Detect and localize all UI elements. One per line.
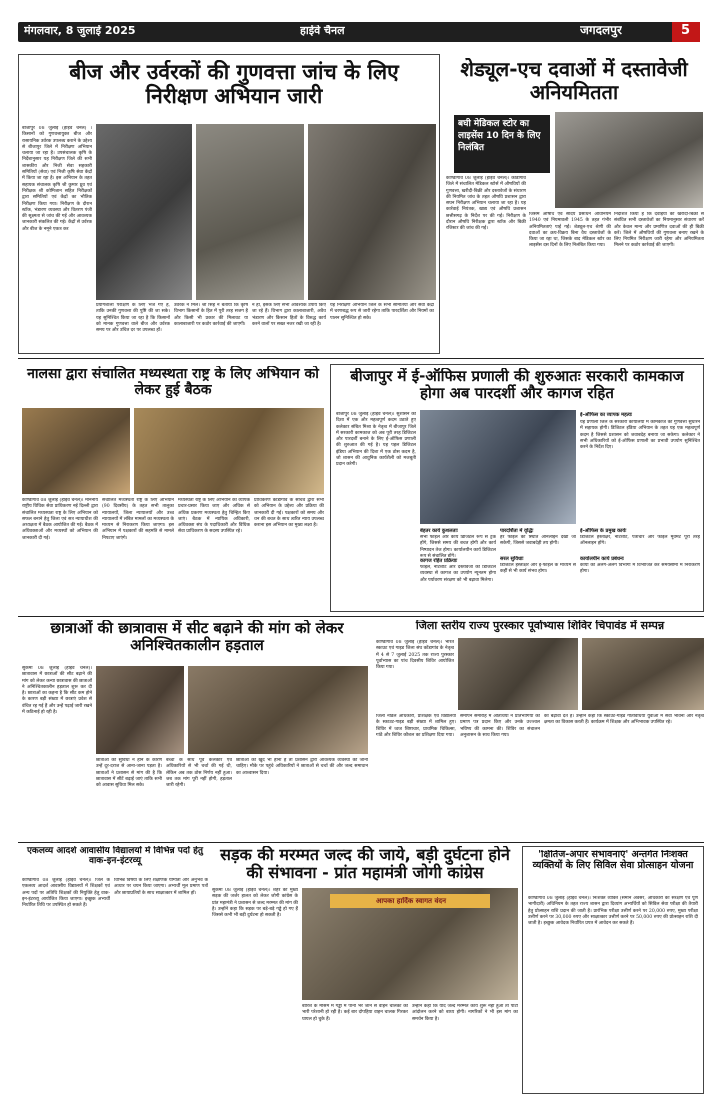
headline-seed-inspection: बीज और उर्वरकों की गुणवत्ता जांच के लिए निरीक्षण अभियान जारी — [69, 60, 399, 109]
photo-hostel-students-1 — [96, 666, 184, 754]
rule-row1 — [18, 358, 704, 359]
article-scout-col1: कोण्डागांव 08 जुलाई (हाईवे चैनल)। भारत स्काउट एवं गाइड जिला संघ कोंडागांव के नेतृत्व में 4 से 7 जुलाई 2025 तक राज्य पुरस्कार पूर्वाभ्यास का पांच दिवसीय शिविर आयोजित किया गया। — [376, 640, 454, 671]
photo-scout-camp-1 — [458, 638, 578, 710]
edition-name: जगदलपुर — [580, 24, 622, 37]
photo-nalsa-meeting-2 — [134, 408, 324, 494]
subhead-transparency: पारदर्शिता में वृद्धिः — [500, 528, 534, 534]
article-hostel-col3: बच्चों के साथ पूर्व कलेक्टर एवं अधिकारियों से भी चर्चा की गई थी, लेकिन अब तक ठोस निर्णय नहीं हुआ। जब तक मांग पूरी नहीं होगी, हड़ताल जारी रहेगी। — [166, 758, 232, 789]
article-scout-col2: जिला नोडल अधिकारी, प्रशिक्षक एवं विद्यालयों के स्काउट-गाइड बड़ी संख्या में शामिल हुए। शिविर में ध्वज शिष्टाचार, प्राथमिक चिकित्सा, गांठें और शिविर कौशल का प्रशिक्षण दिया गया। — [376, 714, 456, 738]
article-seed-col1: बीजापुर 08 जुलाई (हाईवे चैनल) । किसानों को गुणवत्तायुक्त बीज और रासायनिक उर्वरक उपलब्ध कराने के उद्देश्य से बीजापुर जिले में निरीक्षण अभियान चलाया जा रहा है। उपसंचालक कृषि के निर्देशानुसार यह निरीक्षण जिले की सभी शासकीय और निजी सेवा सहकारी समितियों (सेवा) एवं निजी कृषि सेवा केंद्रों में किया जा रहा है। इस अभियान के तहत सहायक संचालक कृषि श्री कुमार ध्रुव एवं निरीक्षक श्री कोमिजान सहित निरीक्षकों द्वारा समितियों एवं केंद्रों का भौतिक निरीक्षण किया गया। निरीक्षण के दौरान स्टॉक, भंडारण व्यवस्था और वितरण पंजी की सूक्ष्मता से जांच की गई और आवश्यक जानकारी संकलित की गई। केंद्रों से उर्वरक और बीज के नमूने एकत्र कर — [22, 126, 92, 232]
article-eoffice-col7: कार्यों को अलग-अलग विभागों में विभाजित कर समयसीमा में निराकरण होगा। — [580, 563, 700, 575]
article-eoffice-col6: डिजिटल हस्ताक्षर, नोटशीट, पत्राचार और फाइल मूवमेंट पूरी तरह ऑनलाइन होंगे। — [580, 535, 700, 547]
article-seed-col2: प्रयोगशाला परीक्षण के लिए भेजे गए हैं, ताकि उनकी गुणवत्ता की पुष्टि की जा सके। यह सुनिश्चित किया जा रहा है कि किसानों को मानक गुणवत्ता वाले बीज और उर्वरक समय पर और उचित दर पर उपलब्ध हों। — [96, 303, 170, 334]
article-nalsa-col4: प्राधिकरण कोंडागांव के सचिव द्वारा सभी को अभियान के उद्देश्य और प्रक्रिया की जानकारी दी गई। पक्षकारों को समय और धन की बचत के साथ त्वरित न्याय उपलब्ध कराना इस अभियान का मुख्य लक्ष्य है। — [254, 498, 324, 529]
article-hostel-col2: छात्राओं को सुविधा न होने के कारण उन्हें दूर-दराज से आना-जाना पड़ता है। छात्राओं ने प्रशासन से मांग की है कि छात्रावास में सीटें बढ़ाई जाएं ताकि सभी को आवास सुविधा मिल सके। — [96, 758, 162, 789]
article-nalsa-col3: मध्यस्थता राष्ट्र के लिए अभियान का व्यापक प्रचार-प्रसार किया जाए और अधिक से अधिक प्रकरण मध्यस्थता हेतु चिन्हित किए जाएं। बैठक में न्यायिक अधिकारी, अधिवक्ता संघ के पदाधिकारी और विधिक सेवा प्राधिकरण के सदस्य उपस्थित रहे। — [178, 498, 250, 535]
headline-nalsa-meeting: नालसा द्वारा संचालित मध्यस्थता राष्ट्र के लिए अभियान को लेकर हुई बैठक — [27, 366, 319, 399]
article-nalsa-col2: संचालित मध्यस्थता राष्ट्र के लिए अभियान (90 दिवसीय) के तहत सभी तालुका न्यायालयों, जिला न्यायालयों और उच्च न्यायालयों में लंबित मामलों का मध्यस्थता के माध्यम से निराकरण किया जाएगा। इस अभियान में पक्षकारों की सहमति से मामले निपटाए जाएंगे। — [102, 498, 174, 541]
article-schedule-col3: निर्देशित किया है कि दवाइयों की खरीदी-बिक्री से संबंधित सभी दस्तावेजों का नियमानुसार संधारण करें और केवल मान्य और प्रमाणित दवाओं की ही बिक्री करें। जिले में औषधियों की गुणवत्ता बनाए रखने के लिए नियमित निरीक्षण जारी रहेगा और अनियमितता मिलने पर कठोर कार्रवाई की जाएगी। — [614, 212, 704, 249]
article-seed-col3: उर्वरक न मिलें। श्री सिंह ने बताया कि कृषि विभाग किसानों के हित में पूरी तरह सजग है और किसी भी प्रकार की मिलावट या कालाबाजारी पर कठोर कार्रवाई की जाएगी। — [174, 303, 248, 327]
article-road-col3: उन्होंने कहा कि यदि जल्द मरम्मत कार्य शुरू नहीं हुआ तो पार्टी आंदोलन करने को बाध्य होगी। नागरिकों ने भी इस मांग का समर्थन किया है। — [412, 1004, 518, 1022]
article-schedule-col1: कोण्डागांव 08 जुलाई (हाईवे चैनल)। कोंडागांव जिले में संचालित मेडिकल स्टोर्स में औषधियों की गुणवत्ता, खरीदी-बिक्री और दस्तावेजों के संधारण की नियमित जांच के तहत औषधि प्रशासन द्वारा सघन निरीक्षण अभियान चलाया जा रहा है। यह कार्रवाई नियंत्रक, खाद्य एवं औषधि प्रशासन छत्तीसगढ़ के निर्देश पर की गई। निरीक्षण के दौरान औषधि निरीक्षक द्वारा स्टॉक और बिक्री रजिस्टर की जांच की गई। — [446, 176, 526, 232]
headline-emrs-walk-in: एकलव्य आदर्श आवासीय विद्यालयों में विभिन्न पदों हेतु वाक-इन-इंटरव्यू — [26, 846, 204, 867]
headline-kshitij-scheme: 'क्षितिज-अपार संभावनाएं' अन्तर्गत निःशक्त व्यक्तियों के लिए सिविल सेवा प्रोत्साहन योजना — [532, 850, 694, 871]
article-eoffice-col8: यह प्रणाली जिले के सरकारी कार्यालयों में कामकाज की गुणवत्ता सुधारने में सहायक होगी। डिजिटल इंडिया अभियान के तहत यह एक महत्वपूर्ण कदम है जिससे प्रशासन को जवाबदेह बनाया जा सकेगा। कलेक्टर ने सभी अधिकारियों को ई-ऑफिस प्रणाली का प्रभावी उपयोग सुनिश्चित करने के निर्देश दिए। — [580, 420, 700, 451]
photo-seed-stock-2 — [196, 124, 304, 300]
article-kshitij: कोण्डागांव 08 जुलाई (हाईवे चैनल)। निःशक्त व्यक्ति (समान अवसर, अधिकारों का संरक्षण एवं पूर्ण भागीदारी) अधिनियम के तहत राज्य शासन द्वारा दिव्यांग अभ्यर्थियों को सिविल सेवा परीक्षा की तैयारी हेतु प्रोत्साहन राशि प्रदान की जाती है। प्रारंभिक परीक्षा उत्तीर्ण करने पर 20,000 रुपए, मुख्य परीक्षा उत्तीर्ण करने पर 30,000 रुपए और साक्षात्कार उत्तीर्ण करने पर 50,000 रुपए की प्रोत्साहन राशि दी जाती है। इच्छुक आवेदक निर्धारित प्रपत्र में आवेदन कर सकते हैं। — [528, 896, 698, 927]
article-scout-col4: को बढ़ावा देते हैं। उन्होंने कहा कि स्काउट-गाइड गतिविधियां युवाओं में सेवा भावना और नेतृत्व क्षमता का विकास करती हैं। कार्यक्रम में शिक्षक और अभिभावक उपस्थित रहे। — [544, 714, 704, 726]
article-road-col2: बारिश के मौसम में गड्ढों में पानी भर जाने से वाहन चालकों को भारी परेशानी हो रही है। कई बार दोपहिया वाहन चालक गिरकर घायल हो चुके हैं। — [302, 1004, 408, 1022]
article-hostel-col4: छात्राओं को खुद भी होना है तो प्रशासन द्वारा आवश्यक व्यवस्था की जानी चाहिए। मौके पर पहुंचे अधिकारियों ने छात्राओं से चर्चा की और जल्द समाधान का आश्वासन दिया। — [236, 758, 368, 776]
subhead-paperless: कागज रहित प्रक्रियाः — [420, 558, 458, 564]
photo-scout-camp-2 — [582, 638, 704, 710]
article-scout-col3: समापन समारोह में अतिथियों ने प्रतिभागियों को प्रमाण पत्र प्रदान किए और उनके उज्ज्वल भविष्य की कामना की। शिविर का संचालन अनुशासन के साथ किया गया। — [460, 714, 540, 738]
headline-e-office: बीजापुर में ई-ऑफिस प्रणाली की शुरुआतः सरकारी कामकाज होगा अब पारदर्शी और कागज रहित — [350, 368, 684, 403]
subhead-efficiency: बेहतर कार्य कुशलताः — [420, 528, 458, 534]
headline-scout-camp: जिला स्तरीय राज्य पुरस्कार पूर्वाभ्यास शिविर चिपावंड में सम्पन्न — [415, 620, 665, 632]
article-seed-col5: यह निरीक्षण अभियान जिले के सभी समितियों और सेवा केंद्रों में चरणबद्ध रूप से जारी रहेगा ताकि पारदर्शिता और नियमों का पालन सुनिश्चित हो सके। — [330, 303, 434, 321]
subhead-office-management: कार्यालयीन कार्य प्रबंधनः — [580, 556, 624, 562]
article-eoffice-col4: हर फाइल की स्थिति ऑनलाइन देखी जा सकेगी, जिससे जवाबदेही तय होगी। — [500, 535, 576, 547]
press-banner-text: आपका हार्दिक स्वागत वंदन — [376, 897, 446, 905]
article-eoffice-col5: डिजिटल हस्ताक्षर और ई-फाइल के माध्यम से कहीं से भी कार्य संभव होगा। — [500, 563, 576, 575]
callout-license-suspended: बघी मेडिकल स्टोर का लाइसेंस 10 दिन के लिए निलंबित — [458, 119, 541, 153]
headline-schedule-h: शेड्यूल-एच दवाओं में दस्तावेजी अनियमितता — [460, 58, 688, 104]
article-road-col1: सुकमा 08 जुलाई (हाईवे चैनल)। शहर की मुख्य सड़क की जर्जर हालत को लेकर जोगी कांग्रेस के प्रांत महामंत्री ने प्रशासन से जल्द मरम्मत की मांग की है। उन्होंने कहा कि सड़क पर बड़े-बड़े गड्ढे हो गए हैं जिससे कभी भी बड़ी दुर्घटना हो सकती है। — [212, 888, 298, 919]
article-eoffice-col2: सभी फाइलें और कार्य डिजिटल रूप से ट्रैक होंगे, जिससे समय की बचत होगी और कार्य निष्पादन तेज होगा। कार्यालयीन कार्य डिजिटल रूप से संचालित होंगे। — [420, 535, 496, 557]
rule-row3 — [18, 842, 704, 843]
article-schedule-col2: जिसमें औषधि एवं सौंदर्य प्रसाधन अधिनियम 1940 एवं नियमावली 1945 के तहत गंभीर अनियमितताएं पाई गईं। शेड्यूल-एच श्रेणी की दवाओं का क्रय-विक्रय बिना वैध दस्तावेजों के किया जा रहा था, जिसके बाद मेडिकल स्टोर का लाइसेंस दस दिनों के लिए निलंबित किया गया। — [529, 212, 611, 249]
issue-date: मंगलवार, 8 जुलाई 2025 — [24, 25, 136, 37]
masthead-strip — [0, 0, 717, 46]
photo-seed-stock-1 — [96, 124, 192, 300]
subhead-key-functions: ई-ऑफिस के प्रमुख कार्यः — [580, 528, 627, 534]
article-emrs-col2: विभिन्न विषयों के लिए शैक्षणिक योग्यता और अनुभव के आधार पर चयन किया जाएगा। अभ्यर्थी मूल प्रमाण पत्रों और छायाप्रतियों के साथ साक्षात्कार में शामिल हों। — [114, 878, 208, 896]
photo-seed-stock-3 — [308, 124, 436, 300]
article-nalsa-col1: कोण्डागांव 08 जुलाई (हाईवे चैनल)। माननीय राष्ट्रीय विधिक सेवा प्राधिकरण नई दिल्ली द्वारा संचालित मध्यस्थता राष्ट्र के लिए अभियान को सफल बनाने हेतु जिला एवं सत्र न्यायाधीश की अध्यक्षता में बैठक आयोजित की गई। बैठक में अधिवक्ताओं और मध्यस्थों को अभियान की जानकारी दी गई। — [22, 498, 98, 541]
subhead-wide-importance: ई-ऑफिस का व्यापक महत्वः — [580, 412, 632, 418]
headline-road-repair: सड़क की मरम्मत जल्द की जाये, बड़ी दुर्घटना होने की संभावना - प्रांत महामंत्री जोगी कांग्रेस — [220, 846, 510, 883]
article-eoffice-col1: बीजापुर 08 जुलाई (हाईवे चैनल)। सुशासन की दिशा में एक और महत्वपूर्ण कदम उठाते हुए कलेक्टर संबित मिश्रा के नेतृत्व में बीजापुर जिले में सरकारी कामकाज को अब पूरी तरह डिजिटल और पारदर्शी बनाने के लिए ई-ऑफिस प्रणाली की शुरुआत की गई है। यह पहल डिजिटल इंडिया अभियान की दिशा में एक ठोस कदम है, जो शासन की आधुनिक कार्यशैली को मजबूती प्रदान करेगी। — [336, 412, 416, 468]
article-emrs-col1: कोण्डागांव 08 जुलाई (हाईवे चैनल)। जिले के एकलव्य आदर्श आवासीय विद्यालयों में शिक्षकों एवं अन्य पदों पर अतिथि शिक्षकों की नियुक्ति हेतु वाक-इन-इंटरव्यू आयोजित किया जाएगा। इच्छुक अभ्यर्थी निर्धारित तिथि पर उपस्थित हो सकते हैं। — [22, 878, 110, 909]
subhead-simple-facility: सरल सुविधाः — [500, 556, 524, 562]
headline-hostel-strike: छात्राओं की छात्रावास में सीट बढ़ाने की मांग को लेकर अनिश्चितकालीन हड़ताल — [50, 620, 344, 655]
photo-nalsa-meeting-1 — [22, 408, 130, 494]
article-eoffice-col3: फाइलें, नोटशीट और दस्तावेजों की डिजिटल व्यवस्था से कागज का उपयोग न्यूनतम होगा और पर्यावरण संरक्षण को भी बढ़ावा मिलेगा। — [420, 565, 496, 583]
page-number: 5 — [681, 24, 691, 38]
photo-hostel-students-2 — [188, 666, 368, 754]
rule-row2 — [18, 616, 704, 617]
newspaper-name: हाईवे चैनल — [300, 25, 345, 37]
photo-medical-store — [555, 112, 703, 208]
photo-e-office — [420, 410, 576, 524]
article-hostel-col1: सुकमा 08 जुलाई (हाईवे चैनल)। छात्रावास में छात्राओं की सीट बढ़ाने की मांग को लेकर कन्या छात्रावास की छात्राओं ने अनिश्चितकालीन हड़ताल शुरू कर दी है। छात्राओं का कहना है कि सीट कम होने के कारण बड़ी संख्या में छात्राएं प्रवेश से वंचित रह गई हैं और उन्हें पढ़ाई जारी रखने में कठिनाई हो रही है। — [22, 666, 92, 716]
article-seed-col4: न हो, इसके लिए सभी आवश्यक उपाय किए जा रहे हैं। विभाग द्वारा कालाबाजारी, अवैध भंडारण और किसान हितों के विरुद्ध कार्य करने वालों पर सख्त नजर रखी जा रही है। — [252, 303, 326, 327]
